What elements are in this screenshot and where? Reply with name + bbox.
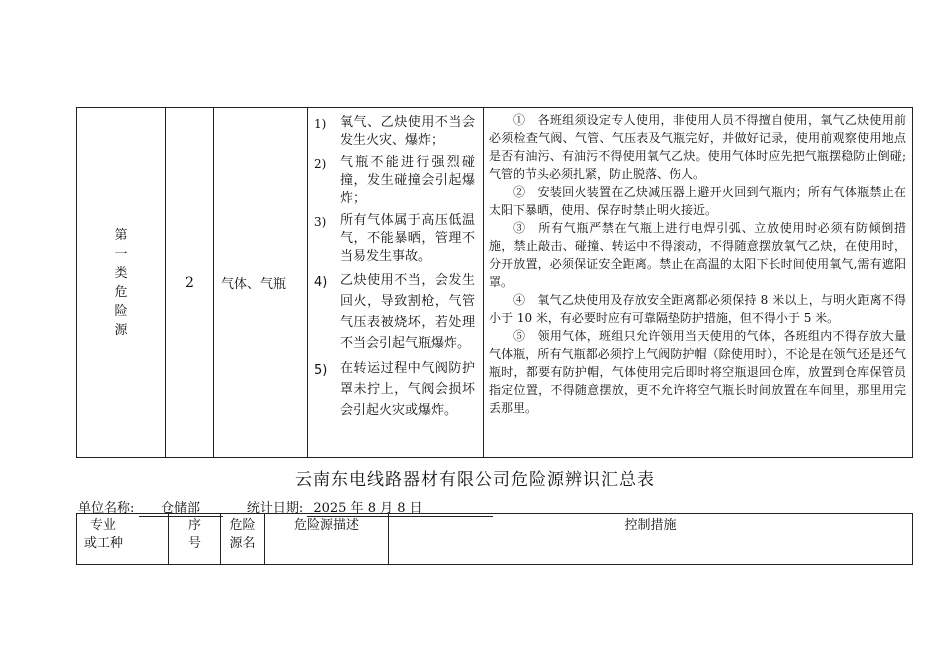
header-text: 源名 (229, 536, 256, 551)
control-measure: ① 各班组须设定专人使用，非使用人员不得擅自使用，氧气乙炔使用前必须检查气阀、气管、气压表及气瓶完好，并做好记录，使用前观察使用地点是否有油污、有油污不得使用氧气乙炔。使用气体时应先把气瓶摆稳防止倒碰;气管的节头必须扎紧，防止脱落、伤人。 (489, 113, 906, 181)
header-text: 专业 (90, 518, 117, 533)
item-number: 4) (314, 275, 328, 290)
item-number: 3) (314, 215, 327, 229)
table-row (77, 108, 913, 458)
hazard-name-cell: 气体、气瓶 (214, 108, 308, 458)
category-char: 源 (114, 322, 128, 338)
header-text: 危险 (229, 518, 256, 533)
category-char: 险 (114, 303, 128, 319)
hazard-table (76, 107, 913, 458)
item-text: 气瓶不能进行强烈碰撞，发生碰撞会引起爆炸； (340, 155, 475, 206)
category-char: 类 (114, 265, 128, 281)
description-item (314, 114, 475, 150)
description-item (314, 212, 475, 266)
date-value: 2025 年 8 月 8 日 (307, 501, 493, 517)
category-char: 一 (114, 246, 128, 262)
category-char: 第 (114, 227, 128, 243)
control-measure: ② 安装回火装置在乙炔减压器上避开火回到气瓶内；所有气体瓶禁止在太阳下暴晒，使用、保存时禁止明火接近。 (489, 185, 906, 217)
description-item (314, 358, 475, 421)
header-seq (169, 514, 221, 565)
header-controls: 控制措施 (389, 514, 913, 565)
category-char: 危 (114, 284, 128, 300)
header-hazard-name (221, 514, 265, 565)
unit-label: 单位名称: (78, 501, 135, 516)
hazard-description-cell (308, 108, 484, 458)
control-measure: ⑤ 领用气体，班组只允许领用当天使用的气体，各班组内不得存放大量气体瓶，所有气瓶都必须拧上气阀防护帽（除使用时），不论是在领气还是还气瓶时，都要有防护帽，气体使用完后即时将空瓶退回仓库，放置到仓库保管员指定位置，不得随意摆放，更不允许将空气瓶长时间放置在车间里，那里用完丢那里。 (489, 329, 906, 415)
date-label: 统计日期: (246, 501, 304, 516)
header-text: 号 (187, 536, 201, 551)
item-number: 5) (314, 363, 328, 378)
description-item (314, 270, 475, 354)
control-measures-cell (484, 108, 913, 458)
item-number: 1) (314, 117, 327, 131)
item-text: 在转运过程中气阀防护罩未拧上，气阀会损坏会引起火灾或爆炸。 (340, 361, 475, 418)
item-text: 氧气、乙炔使用不当会发生火灾、爆炸； (340, 115, 475, 148)
header-description: 危险源描述 (265, 514, 389, 565)
description-item (314, 154, 475, 208)
item-text: 所有气体属于高压低温气，不能暴晒，管理不当易发生事故。 (340, 213, 475, 264)
header-text: 或工种 (84, 536, 124, 551)
document-title: 云南东电线路器材有限公司危险源辨识汇总表 (295, 470, 655, 490)
category-cell (77, 108, 166, 458)
summary-header-table (76, 513, 913, 565)
item-number: 2) (314, 157, 327, 171)
header-profession (77, 514, 169, 565)
unit-value: 仓储部 (139, 501, 223, 517)
seq-cell: 2 (166, 108, 214, 458)
control-measure: ③ 所有气瓶严禁在气瓶上进行电焊引弧、立放使用时必须有防倾倒措施，禁止敲击、碰撞、转运中不得滚动，不得随意摆放氧气乙炔，在使用时，分开放置，必须保证安全距离。禁止在高温的太阳下长时间使用氧气,需有遮阳罩。 (489, 221, 906, 289)
control-measure: ④ 氧气乙炔使用及存放安全距离都必须保持 8 米以上，与明火距离不得小于 10 米，有必要时应有可靠隔垫防护措施，但不得小于 5 米。 (489, 293, 906, 325)
header-row (77, 514, 913, 565)
header-text: 序 (187, 518, 201, 533)
item-text: 乙炔使用不当，会发生回火，导致割枪，气管气压表被烧坏，若处理不当会引起气瓶爆炸。 (340, 273, 475, 351)
